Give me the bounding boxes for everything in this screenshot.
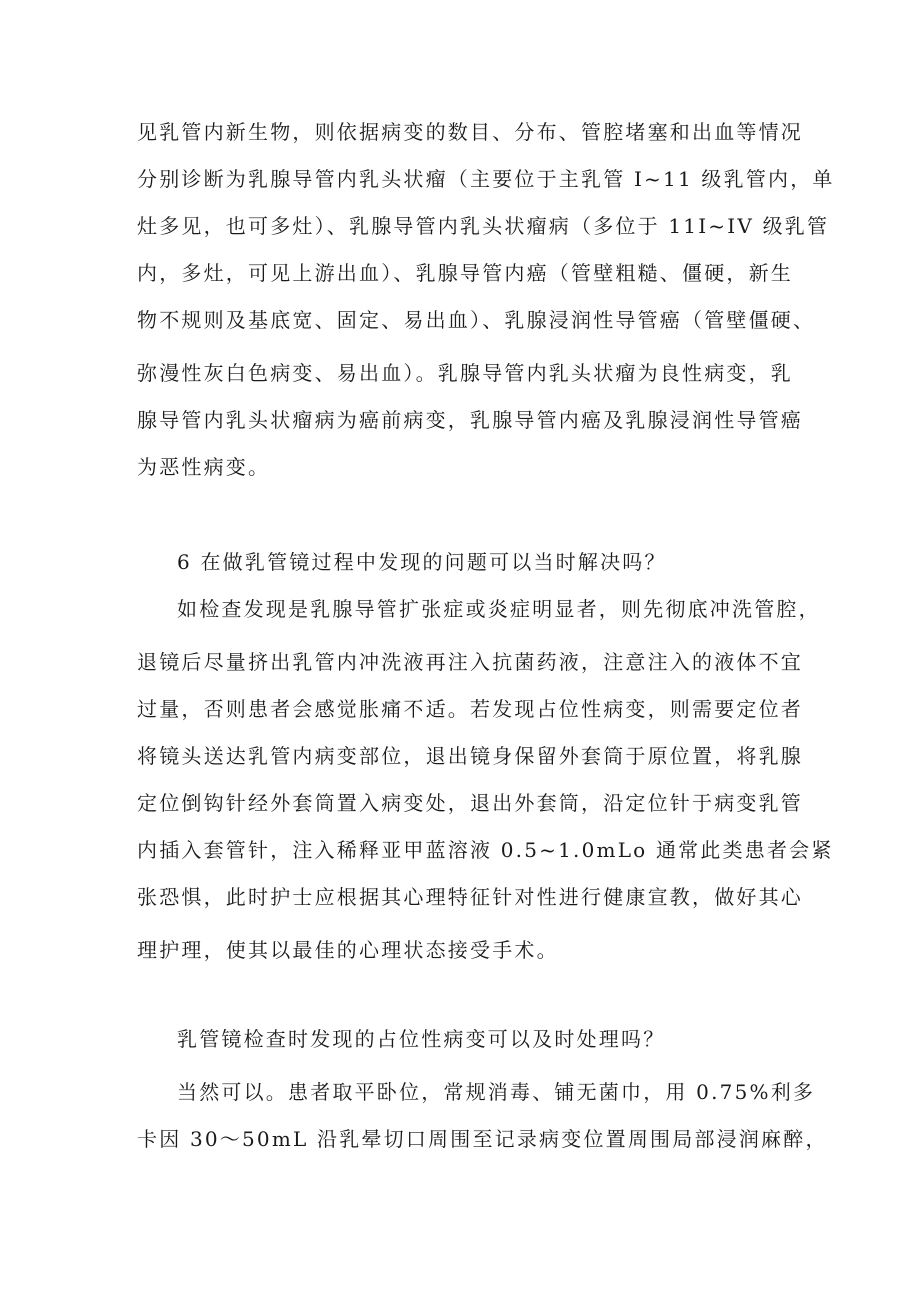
text-line: 过量，否则患者会感觉胀痛不适。若发现占位性病变，则需要定位者: [137, 697, 803, 721]
text-line: 腺导管内乳头状瘤病为癌前病变，乳腺导管内癌及乳腺浸润性导管癌: [137, 408, 803, 432]
text-line: 当然可以。患者取平卧位，常规消毒、铺无菌巾，用 0.75%利多: [177, 1080, 816, 1104]
text-line: 分别诊断为乳腺导管内乳头状瘤（主要位于主乳管 I~11 级乳管内，单: [137, 167, 835, 191]
text-line: 为恶性病变。: [137, 455, 271, 479]
text-line: 退镜后尽量挤出乳管内冲洗液再注入抗菌药液，注意注入的液体不宜: [137, 650, 803, 674]
text-line: 内，多灶，可见上游出血）、乳腺导管内癌（管壁粗糙、僵硬，新生: [137, 261, 793, 285]
text-line: 内插入套管针，注入稀释亚甲蓝溶液 0.5~1.0mLo 通常此类患者会紧: [137, 838, 834, 862]
text-line: 弥漫性灰白色病变、易出血）。乳腺导管内乳头状瘤为良性病变，乳: [137, 361, 793, 385]
text-line: 定位倒钩针经外套筒置入病变处，退出外套筒，沿定位针于病变乳管: [137, 791, 803, 815]
section-heading: 乳管镜检查时发现的占位性病变可以及时处理吗？: [177, 1027, 666, 1051]
text-line: 见乳管内新生物，则依据病变的数目、分布、管腔堵塞和出血等情况: [137, 120, 803, 144]
section-heading: 6 在做乳管镜过程中发现的问题可以当时解决吗？: [177, 550, 667, 574]
text-line: 如检查发现是乳腺导管扩张症或炎症明显者，则先彻底冲洗管腔，: [177, 597, 821, 621]
text-line: 理护理，使其以最佳的心理状态接受手术。: [137, 938, 559, 962]
text-line: 物不规则及基底宽、固定、易出血）、乳腺浸润性导管癌（管壁僵硬、: [137, 308, 816, 332]
text-line: 灶多见，也可多灶）、乳腺导管内乳头状瘤病（多位于 11I~IV 级乳管: [137, 214, 830, 238]
text-line: 张恐惧，此时护士应根据其心理特征针对性进行健康宣教，做好其心: [137, 885, 803, 909]
text-line: 将镜头送达乳管内病变部位，退出镜身保留外套筒于原位置，将乳腺: [137, 744, 803, 768]
text-line: 卡因 30～50mL 沿乳晕切口周围至记录病变位置周围局部浸润麻醉，: [137, 1127, 828, 1151]
